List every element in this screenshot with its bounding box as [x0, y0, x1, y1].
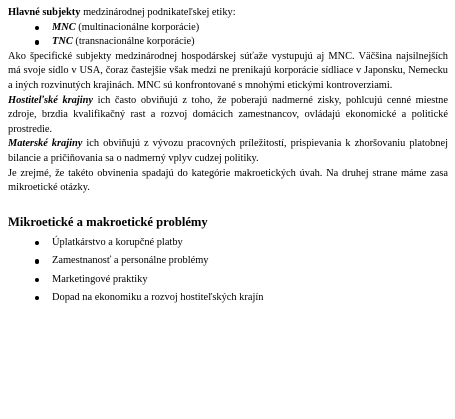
problem-item-label: Marketingové praktiky — [52, 273, 148, 285]
list-item — [8, 234, 448, 252]
paragraph-parent-countries — [8, 137, 448, 166]
list-item — [8, 289, 448, 307]
parent-countries-text: ich obviňujú z vývozu pracovných príležitostí, prispievania k zhoršovaniu platobnej bilancie a pričiňovania sa o nadmerný vplyv cudzej politiky. — [8, 138, 449, 164]
list-item — [8, 252, 448, 270]
host-countries-text: ich často obviňujú z toho, že poberajú nadmerné zisky, pohlcujú cenné miestne zdroje, brzdia kvalifikačný rast a rozvoj domácich zamestnancov, ovládajú ekonomické a politické prostredie. — [8, 94, 448, 135]
intro-label: Hlavné subjekty — [8, 7, 81, 18]
subject-desc: (multinacionálne korporácie) — [75, 21, 200, 33]
host-countries-term: Hostiteľské krajiny — [8, 94, 94, 106]
paragraph-host-countries — [8, 94, 448, 138]
bullet-icon — [35, 40, 39, 44]
paragraph-conclusion: Je zrejmé, že takéto obvinenia spadajú do kategórie makroetických úvah. Na druhej strane máme zasa mikroetické otázky. — [8, 167, 448, 194]
bullet-icon — [35, 241, 39, 245]
intro-line — [8, 6, 448, 21]
bullet-icon — [35, 26, 39, 30]
section-heading: Mikroetické a makroetické problémy — [8, 214, 208, 229]
subjects-list — [8, 21, 448, 50]
subject-term: TNC — [52, 36, 73, 48]
bullet-icon — [35, 278, 39, 282]
bullet-icon — [35, 259, 39, 263]
list-item — [8, 35, 448, 50]
parent-countries-term: Materské krajiny — [8, 138, 83, 150]
bullet-icon — [35, 296, 39, 300]
paragraph-mnc: Ako špecifické subjekty medzinárodnej hospodárskej súťaže vystupujú aj MNC. Väčšina najsilnejších má svoje sídlo v USA, čoraz častejšie však medzi ne prenikajú korporácie sídliace v Japonsku, Nemecku a iných rozvinutých krajinách. MNC sú konfrontované s mnohými etickými kontroverziami. — [8, 50, 448, 91]
subject-desc: (transnacionálne korporácie) — [72, 36, 195, 48]
problem-item-label: Dopad na ekonomiku a rozvoj hostiteľských krajín — [52, 291, 264, 303]
problem-item-label: Úplatkárstvo a korupčné platby — [52, 236, 183, 248]
list-item — [8, 21, 448, 36]
spacer — [8, 196, 448, 214]
problem-item-label: Zamestnanosť a personálne problémy — [52, 255, 209, 267]
problems-list — [8, 234, 448, 308]
list-item — [8, 271, 448, 289]
subject-term: MNC — [52, 21, 76, 33]
intro-rest: medzinárodnej podnikateľskej etiky: — [80, 7, 236, 18]
